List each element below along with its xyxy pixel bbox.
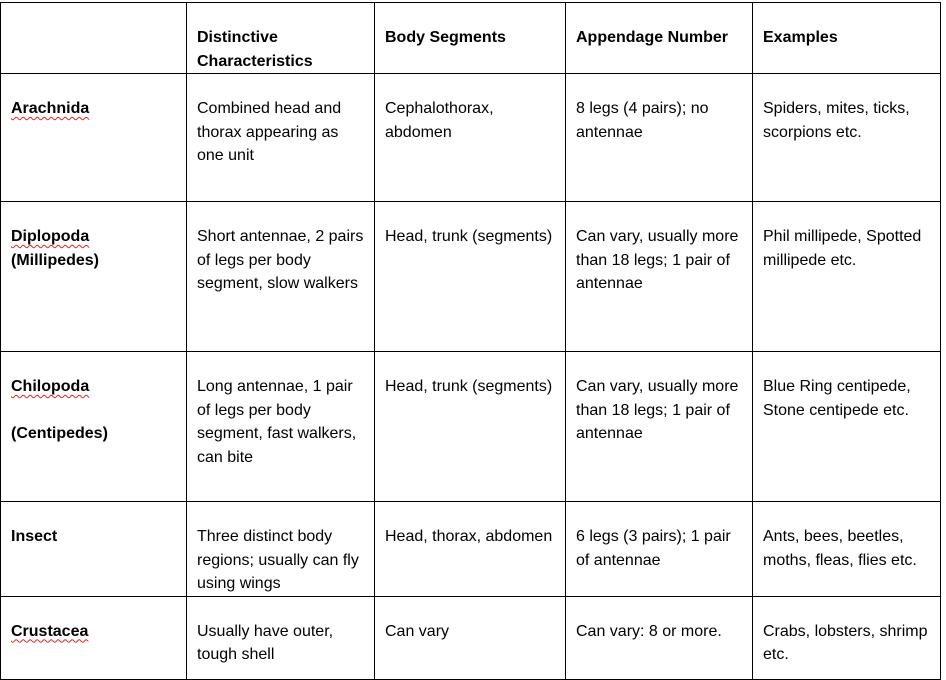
- class-name-cell: [1, 352, 187, 502]
- appendage-number-cell: 8 legs (4 pairs); no antennae: [566, 74, 753, 202]
- header-row: [1, 3, 941, 74]
- characteristics-cell: Combined head and thorax appearing as one unit: [187, 74, 375, 202]
- appendage-number-cell: Can vary: 8 or more.: [566, 596, 753, 679]
- arthropod-classification-table: [0, 2, 941, 680]
- header-appendage-number: Appendage Number: [566, 3, 753, 74]
- appendage-number-cell: Can vary, usually more than 18 legs; 1 pair of antennae: [566, 202, 753, 352]
- characteristics-cell: Long antennae, 1 pair of legs per body segment, fast walkers, can bite: [187, 352, 375, 502]
- characteristics-cell: Usually have outer, tough shell: [187, 596, 375, 679]
- class-name-cell: [1, 74, 187, 202]
- header-characteristics: Distinctive Characteristics: [187, 3, 375, 74]
- examples-cell: Phil millipede, Spotted millipede etc.: [753, 202, 941, 352]
- class-name: Diplopoda: [11, 228, 90, 245]
- body-segments-cell: Can vary: [375, 596, 566, 679]
- characteristics-cell: Three distinct body regions; usually can fly using wings: [187, 502, 375, 597]
- table-row: [1, 74, 941, 202]
- class-name: Crustacea: [11, 622, 89, 640]
- table-row: [1, 596, 941, 679]
- characteristics-cell: Short antennae, 2 pairs of legs per body segment, slow walkers: [187, 202, 375, 352]
- table-row: [1, 352, 941, 502]
- body-segments-cell: Head, thorax, abdomen: [375, 502, 566, 597]
- class-name-cell: [1, 202, 187, 352]
- body-segments-cell: Head, trunk (segments): [375, 202, 566, 352]
- header-examples: Examples: [753, 3, 941, 74]
- class-name-cell: [1, 502, 187, 597]
- examples-cell: Crabs, lobsters, shrimp etc.: [753, 596, 941, 679]
- table-row: [1, 502, 941, 597]
- header-body-segments: Body Segments: [375, 3, 566, 74]
- class-common-name: (Centipedes): [11, 425, 108, 442]
- class-name: Chilopoda: [11, 378, 90, 395]
- header-empty-cell: [1, 3, 187, 74]
- class-name: Insect: [11, 528, 58, 545]
- class-name: Arachnida: [11, 100, 90, 117]
- class-name-cell: [1, 596, 187, 679]
- body-segments-cell: Head, trunk (segments): [375, 352, 566, 502]
- class-common-name: (Millipedes): [11, 251, 100, 269]
- appendage-number-cell: Can vary, usually more than 18 legs; 1 pair of antennae: [566, 352, 753, 502]
- table-row: [1, 202, 941, 352]
- examples-cell: Blue Ring centipede, Stone centipede etc.: [753, 352, 941, 502]
- examples-cell: Spiders, mites, ticks, scorpions etc.: [753, 74, 941, 202]
- appendage-number-cell: 6 legs (3 pairs); 1 pair of antennae: [566, 502, 753, 597]
- body-segments-cell: Cephalothorax, abdomen: [375, 74, 566, 202]
- examples-cell: Ants, bees, beetles, moths, fleas, flies etc.: [753, 502, 941, 597]
